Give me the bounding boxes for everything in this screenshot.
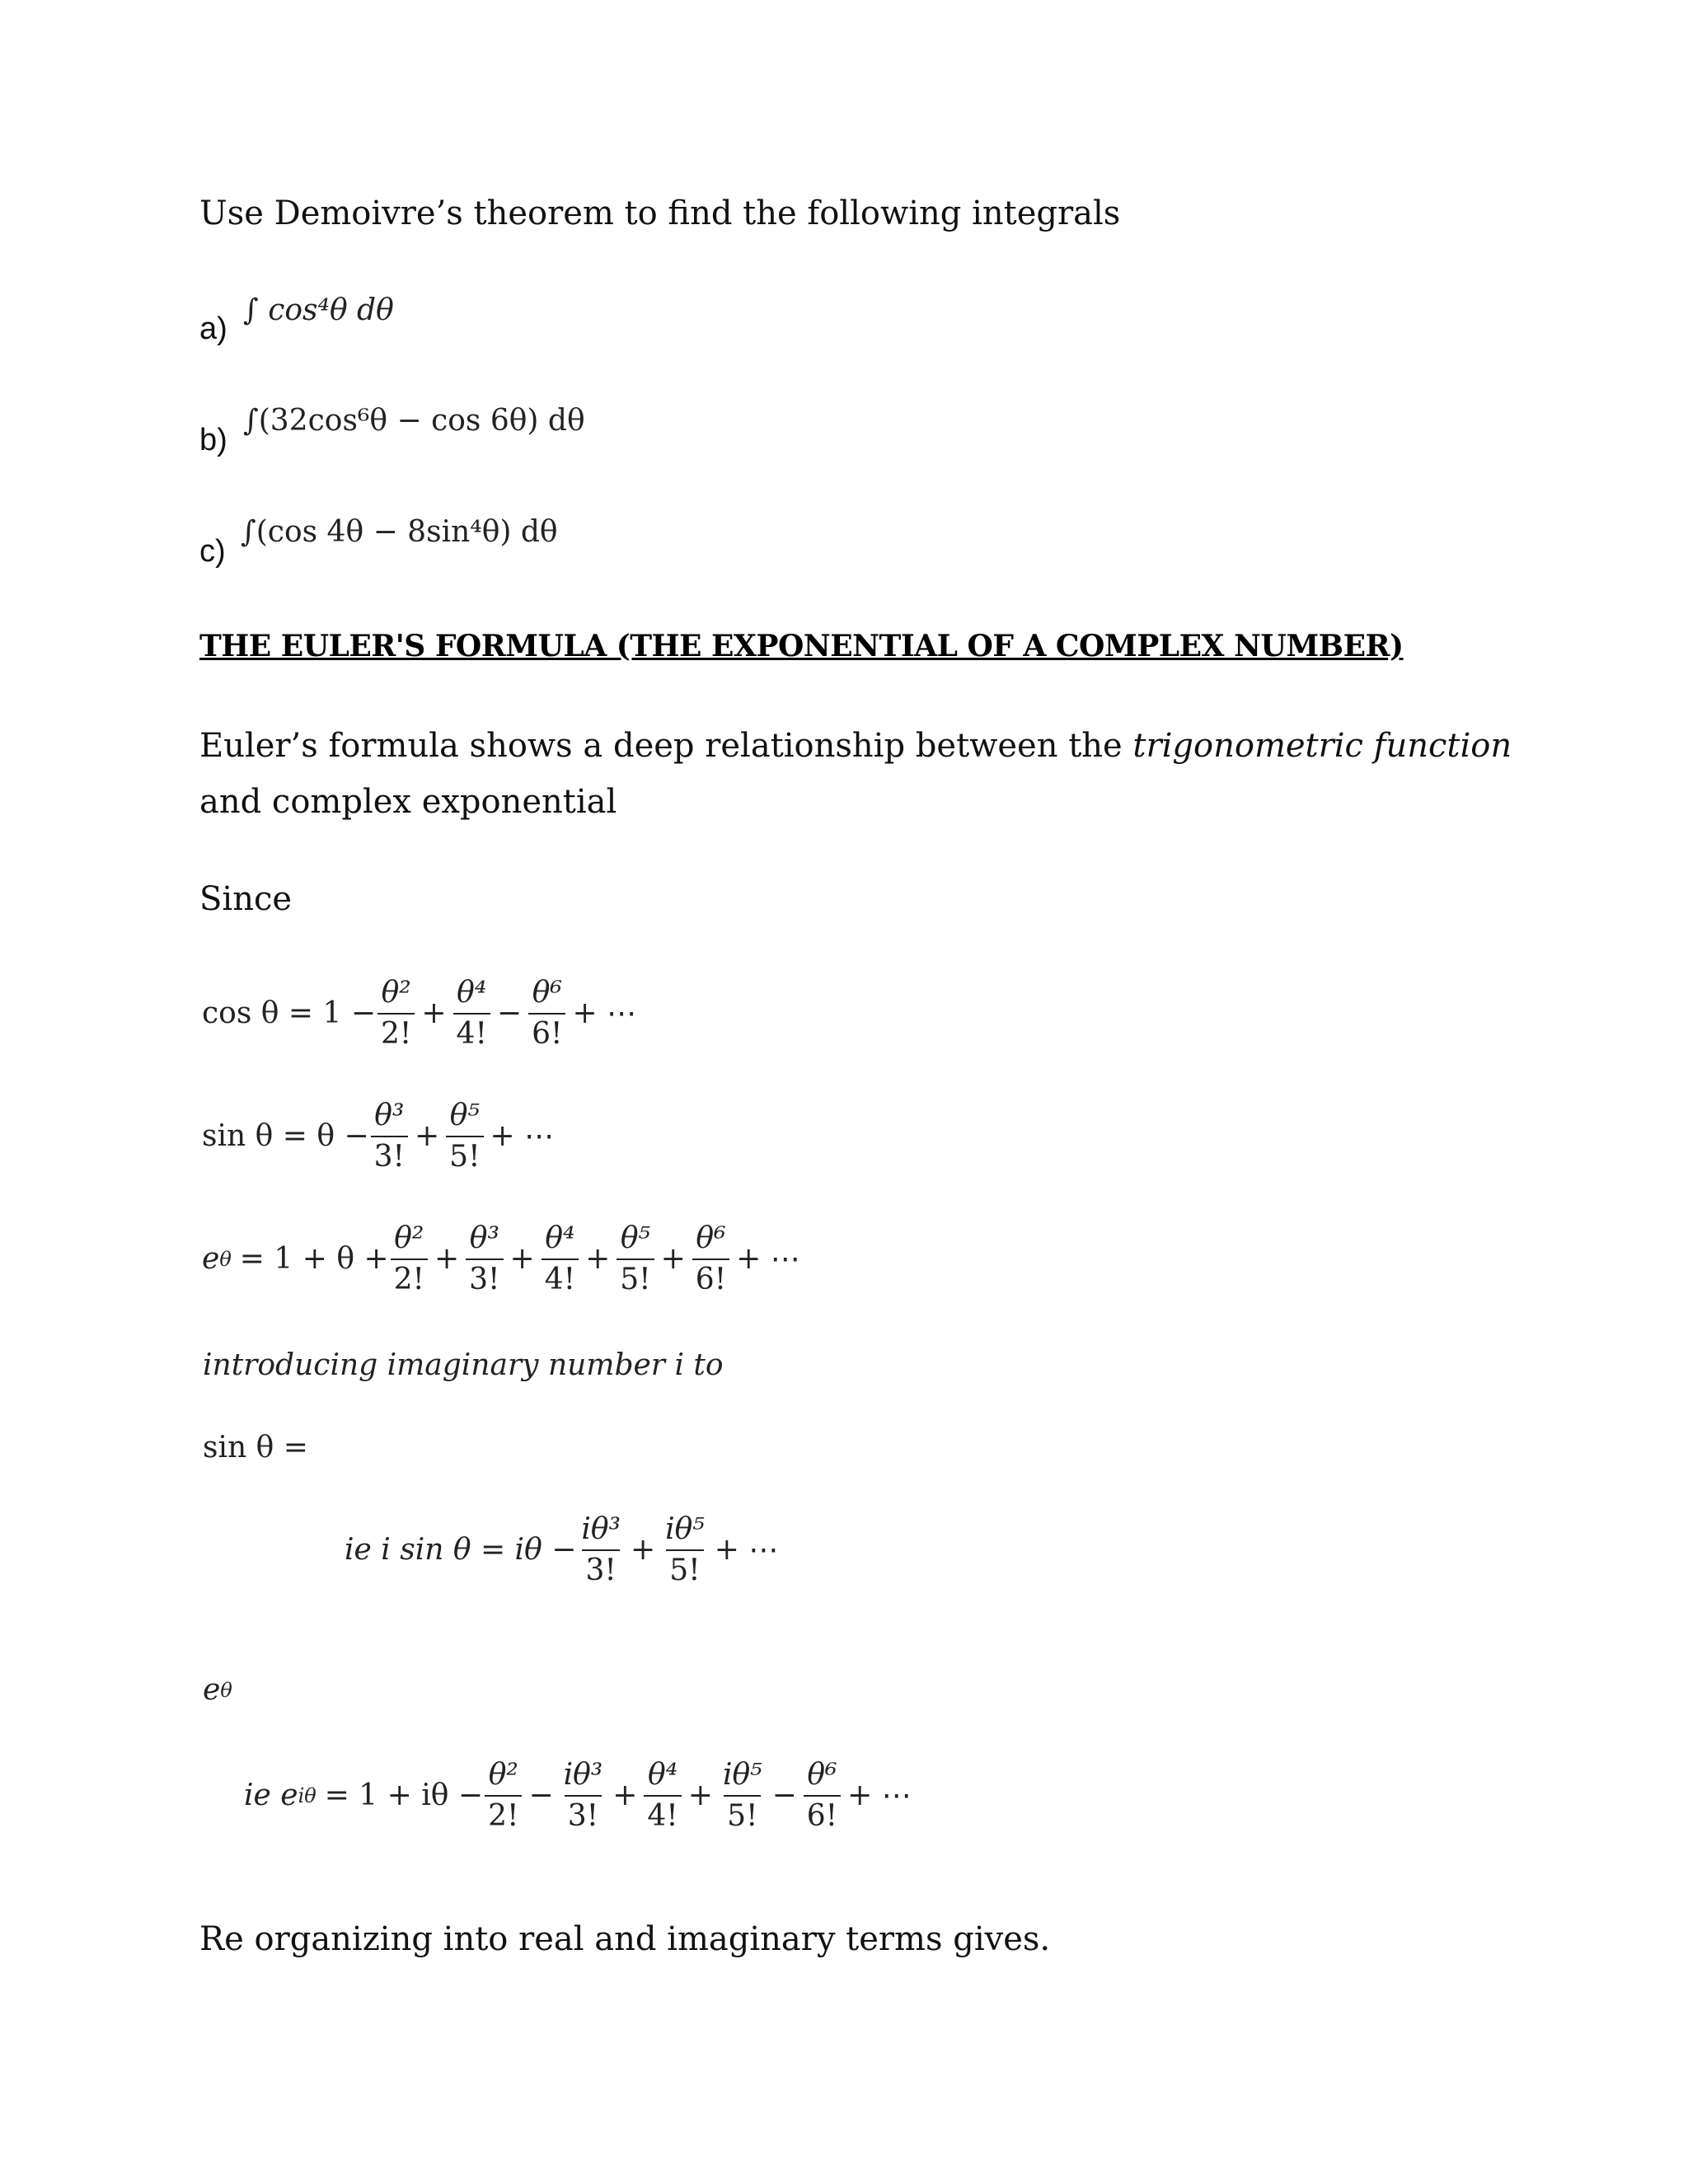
exp-term-5: $\frac{\text{θ⁶}}{6!}$ <box>692 1222 729 1296</box>
cos-series: cos θ = 1 − $\frac{\text{θ²}}{2!}$ + $\frac{\text{θ⁴}}{4!}$ − $\frac{\text{θ⁶}}{6!}$ + ⋯ <box>202 976 637 1051</box>
closing-text: Re organizing into real and imaginary terms gives. <box>199 1920 1051 1958</box>
exercise-a-label: a) <box>199 312 227 346</box>
eitheta-series: ie e iθ = 1 + iθ − $\frac{\text{θ²}}{2!}$ − $\frac{\text{iθ³}}{3!}$ + $\frac{\text{θ⁴}}{4!}$ + $\frac{\text{iθ⁵}}{5!}$ − $\frac{\text{θ⁶}}{6!}$ + ⋯ <box>244 1758 912 1833</box>
cos-term-2: $\frac{\text{θ⁴}}{4!}$ <box>453 977 490 1050</box>
since-text: Since <box>199 880 293 918</box>
exp-series: e θ = 1 + θ + $\frac{\text{θ²}}{2!}$ + $\frac{\text{θ³}}{3!}$ + $\frac{\text{θ⁴}}{4!}$ + $\frac{\text{θ⁵}}{5!}$ + $\frac{\text{θ⁶}}{6!}$ + ⋯ <box>202 1221 800 1296</box>
exercise-b-label: b) <box>199 423 227 457</box>
eitheta-term-4: $\frac{\text{iθ⁵}}{5!}$ <box>722 1758 762 1833</box>
paragraph-emphasis: trigonometric function <box>1132 727 1512 765</box>
paragraph-text: Euler’s formula shows a deep relationship between the <box>199 727 1133 765</box>
e-theta-label: e θ <box>203 1673 232 1707</box>
isin-series: ie i sin θ = iθ − $\frac{\text{iθ³}}{3!}$ + $\frac{\text{iθ⁵}}{5!}$ + ⋯ <box>345 1512 779 1587</box>
sin-series-lhs: sin θ = θ − <box>202 1119 369 1154</box>
sin-series: sin θ = θ − $\frac{\text{θ³}}{3!}$ + $\frac{\text{θ⁵}}{5!}$ + ⋯ <box>202 1099 555 1174</box>
eitheta-term-3: $\frac{\text{θ⁴}}{4!}$ <box>644 1759 681 1832</box>
exp-term-1: $\frac{\text{θ²}}{2!}$ <box>391 1222 428 1296</box>
exercise-c-label: c) <box>199 534 226 569</box>
eitheta-term-2: $\frac{\text{iθ³}}{3!}$ <box>563 1758 603 1833</box>
intro-text: Use Demoivre’s theorem to find the following integrals <box>199 194 1121 232</box>
paragraph-line-1 <box>199 727 1512 765</box>
exp-term-3: $\frac{\text{θ⁴}}{4!}$ <box>542 1222 579 1296</box>
exercise-a-integral: ∫ cos⁴θ dθ <box>243 293 394 327</box>
cos-series-lhs: cos θ = 1 − <box>202 996 376 1031</box>
sin-term-2: $\frac{\text{θ⁵}}{5!}$ <box>446 1099 483 1173</box>
paragraph-line-2: and complex exponential <box>199 783 617 821</box>
sin-term-1: $\frac{\text{θ³}}{3!}$ <box>371 1099 408 1173</box>
cos-term-1: $\frac{\text{θ²}}{2!}$ <box>377 977 415 1050</box>
exp-term-2: $\frac{\text{θ³}}{3!}$ <box>466 1222 503 1296</box>
isin-term-1: $\frac{\text{iθ³}}{3!}$ <box>581 1512 621 1587</box>
section-heading: THE EULER'S FORMULA (THE EXPONENTIAL OF A COMPLEX NUMBER) <box>199 629 1404 663</box>
exercise-c-integral: ∫(cos 4θ − 8sin⁴θ) dθ <box>241 515 558 549</box>
sin-label: sin θ = <box>203 1431 308 1465</box>
exercise-b-integral: ∫(32cos⁶θ − cos 6θ) dθ <box>243 404 585 438</box>
cos-term-3: $\frac{\text{θ⁶}}{6!}$ <box>528 977 565 1050</box>
eitheta-term-5: $\frac{\text{θ⁶}}{6!}$ <box>804 1759 841 1832</box>
introducing-text: introducing imaginary number i to <box>203 1348 724 1382</box>
isin-term-2: $\frac{\text{iθ⁵}}{5!}$ <box>665 1512 705 1587</box>
exp-term-4: $\frac{\text{θ⁵}}{5!}$ <box>617 1222 654 1296</box>
eitheta-term-1: $\frac{\text{θ²}}{2!}$ <box>485 1759 522 1832</box>
